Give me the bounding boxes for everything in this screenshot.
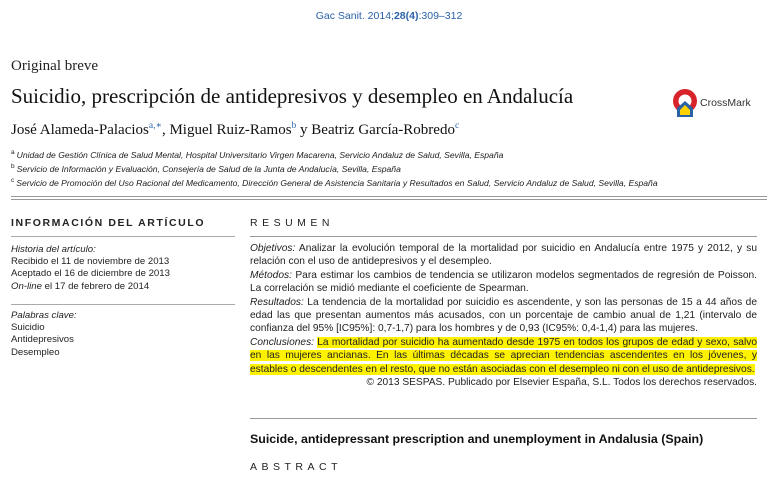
crossmark-icon [672,88,698,118]
objetivos-text: Analizar la evolución temporal de la mortalidad por suicidio en Andalucía entre 1975 y 2012, y su relación con el uso de antidepresivos y el desempleo. [250,243,757,268]
online-prefix: On-line [11,280,42,292]
affiliation-marker: b [11,162,15,170]
article-type: Original breve [11,58,99,74]
affiliation-marker: c [11,176,15,184]
crossmark-label: CrossMark [700,97,751,109]
journal-issue: (4) [405,10,419,22]
history-label: Historia del artículo: [11,244,96,255]
resumen-divider [250,418,757,419]
keyword: Desempleo [11,346,60,358]
journal-reference[interactable] [0,10,778,22]
resumen-body [250,242,757,389]
objetivos-label: Objetivos: [250,243,296,254]
crossmark-badge[interactable] [672,88,751,118]
journal-volume: 28 [393,10,406,22]
info-divider [11,304,235,305]
info-divider [11,236,235,237]
keywords-label: Palabras clave: [11,310,77,321]
history-online [11,281,231,293]
resultados-paragraph [250,296,757,336]
english-title: Suicide, antidepressant prescription and unemployment in Andalusia (Spain) [250,432,704,446]
conclusiones-label: Conclusiones: [250,336,314,348]
section-divider [11,196,767,197]
online-date: el 17 de febrero de 2014 [41,280,150,292]
affiliation [11,175,658,189]
author-name: José Alameda-Palacios [11,122,149,138]
article-info-heading: INFORMACIÓN DEL ARTÍCULO [11,217,206,229]
journal-pages: :309–312 [418,10,463,22]
metodos-label: Métodos: [250,269,292,281]
resumen-heading: RESUMEN [250,217,335,229]
section-divider [11,199,767,200]
author-separator: , [161,122,170,138]
resultados-label: Resultados: [250,296,304,308]
author-name: Beatriz García-Robredo [311,122,455,138]
affiliation [11,161,658,175]
keywords [11,310,231,359]
affiliation-marker: a [11,149,15,156]
affiliations [11,147,658,189]
author-name: Miguel Ruiz-Ramos [169,122,292,138]
history-accepted: Aceptado el 16 de diciembre de 2013 [11,268,170,280]
resultados-text: La tendencia de la mortalidad por suicidio es ascendente, y son las personas de 15 a 44 años de edad las que presentan aumentos más acusados, con un porcentaje de cambio anual de 1,21 (intervalo de confianza del 95% [IC95%]: 0,7-1,7) para los hombres y de 0,93 (IC95%: 0,4-1,4) para las mujeres. [250,296,757,335]
abstract-heading: ABSTRACT [250,461,343,473]
affiliation-text: Servicio de Información y Evaluación, Consejería de Salud de la Junta de Andalucía, Sevilla, España [16,163,401,174]
keyword: Antidepresivos [11,334,74,346]
author-separator: y [296,122,312,138]
objetivos-paragraph [250,242,757,269]
conclusiones-highlighted-text: La mortalidad por suicidio ha aumentado desde 1975 en todos los grupos de edad y sexo, salvo en las mujeres ancianas. En las últimas décadas se aprecian tendencias ascendentes en los jóvenes, y estables o descendentes en el resto, que no están asociadas con el desempleo ni con el uso de antidepresivos. [250,336,757,375]
conclusiones-paragraph [250,336,757,376]
journal-year: 2014; [367,10,394,22]
affiliation-text: Unidad de Gestión Clínica de Salud Mental, Hospital Universitario Virgen Macarena, Servicio Andaluz de Salud, Sevilla, España [16,149,504,160]
authors [11,120,459,139]
affiliation [11,147,658,161]
resumen-divider [250,236,757,237]
metodos-text: Para estimar los cambios de tendencia se utilizaron modelos segmentados de regresión de Poisson. La correlación se midió mediante el coeficiente de Spearman. [250,269,757,295]
history-received: Recibido el 11 de noviembre de 2013 [11,256,170,268]
article-title: Suicidio, prescripción de antidepresivos y desempleo en Andalucía [11,84,574,108]
journal-name: Gac Sanit. [315,10,365,22]
author-affil-link[interactable]: b [291,121,297,131]
affiliation-text: Servicio de Promoción del Uso Racional del Medicamento, Dirección General de Asistencia Sanitaria y Resultados en Salud, Servicio Andaluz de Salud, Sevilla, España [16,177,658,188]
copyright: © 2013 SESPAS. Publicado por Elsevier España, S.L. Todos los derechos reservados. [366,377,757,389]
article-history [11,244,231,293]
author-affil-link[interactable]: a,∗ [148,121,162,131]
keyword: Suicidio [11,322,45,334]
author-affil-link[interactable]: c [454,121,460,131]
metodos-paragraph [250,269,757,296]
